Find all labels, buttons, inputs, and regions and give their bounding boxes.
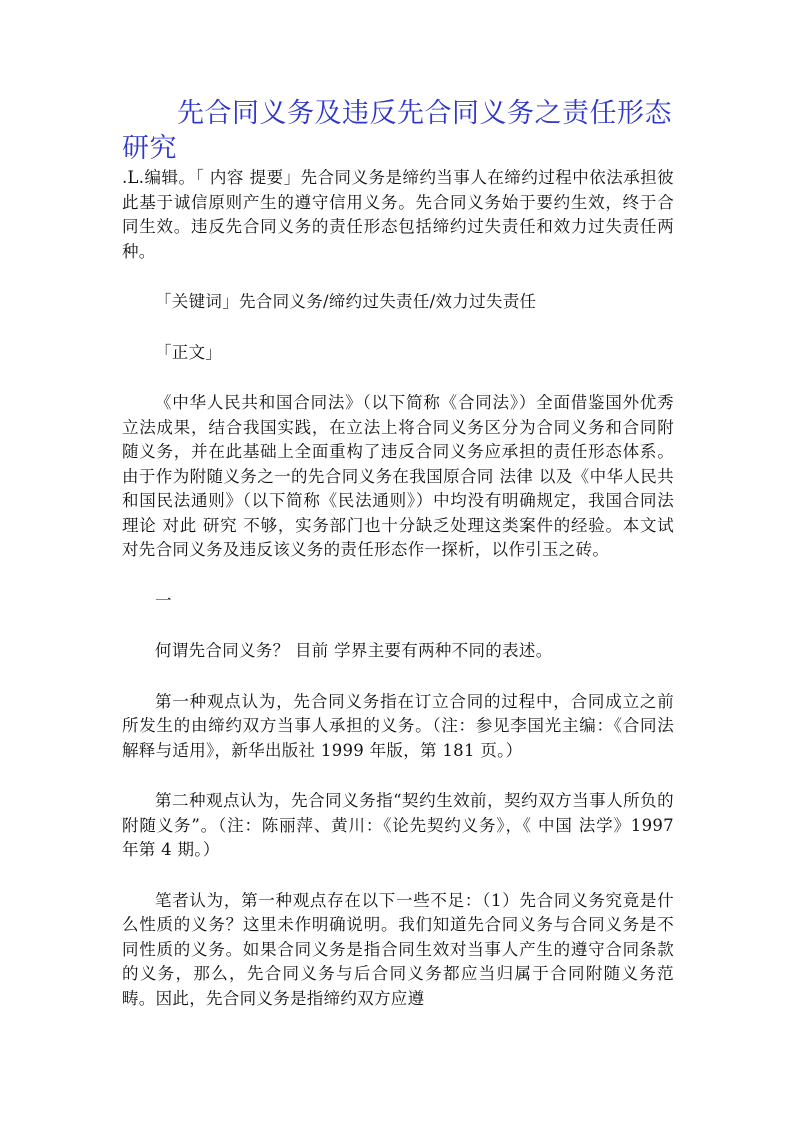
- question-paragraph: 何谓先合同义务？ 目前 学界主要有两种不同的表述。: [155, 641, 553, 660]
- body-heading: 「正文」: [155, 342, 223, 362]
- keywords-line: 「关键词」先合同义务/缔约过失责任/效力过失责任: [155, 292, 537, 311]
- view-one-paragraph: 第一种观点认为，先合同义务指在订立合同的过程中，合同成立之前所发生的由缔约双方当事人承担的义务。（注：参见李国光主编：《合同法解释与适用》，新华出版社 1999 年版，第 181 页。）: [122, 691, 674, 760]
- document-title: 先合同义务及违反先合同义务之责任形态研究: [122, 98, 672, 164]
- paragraph-1: 《中华人民共和国合同法》（以下简称《合同法》）全面借鉴国外优秀立法成果，结合我国实践，在立法上将合同义务区分为合同义务和合同附随义务，并在此基础上全面重构了违反合同义务应承担的责任形态体系。由于作为附随义务之一的先合同义务在我国原合同 法律 以及《中华人民共和国民法通则》（以下简称《民法通则》）中均没有明确规定，我国合同法 理论 对此 研究 不够，实务部门也十分缺乏处理这类案件的经验。本文试对先合同义务及违反该义务的责任形态作一探析，以作引玉之砖。: [122, 393, 674, 559]
- section-heading-one: 一: [155, 590, 172, 610]
- author-view-paragraph: 笔者认为，第一种观点存在以下一些不足：（1）先合同义务究竟是什么性质的义务？这里未作明确说明。我们知道先合同义务与合同义务是不同性质的义务。如果合同义务是指合同生效对当事人产生的遵守合同条款的义务，那么，先合同义务与后合同义务都应当归属于合同附随义务范畴。因此，先合同义务是指缔约双方应遵: [122, 890, 674, 1008]
- intro-paragraph: .L.编辑。「 内容 提要」先合同义务是缔约当事人在缔约过程中依法承担彼此基于诚信原则产生的遵守信用义务。先合同义务始于要约生效，终于合同生效。违反先合同义务的责任形态包括缔约过失责任和效力过失责任两种。: [122, 168, 674, 261]
- view-two-paragraph: 第二种观点认为，先合同义务指“契约生效前，契约双方当事人所负的附随义务”。（注：陈丽萍、黄川：《论先契约义务》，《 中国 法学》1997 年第 4 期。）: [122, 791, 674, 859]
- document-body: [122, 166, 674, 1011]
